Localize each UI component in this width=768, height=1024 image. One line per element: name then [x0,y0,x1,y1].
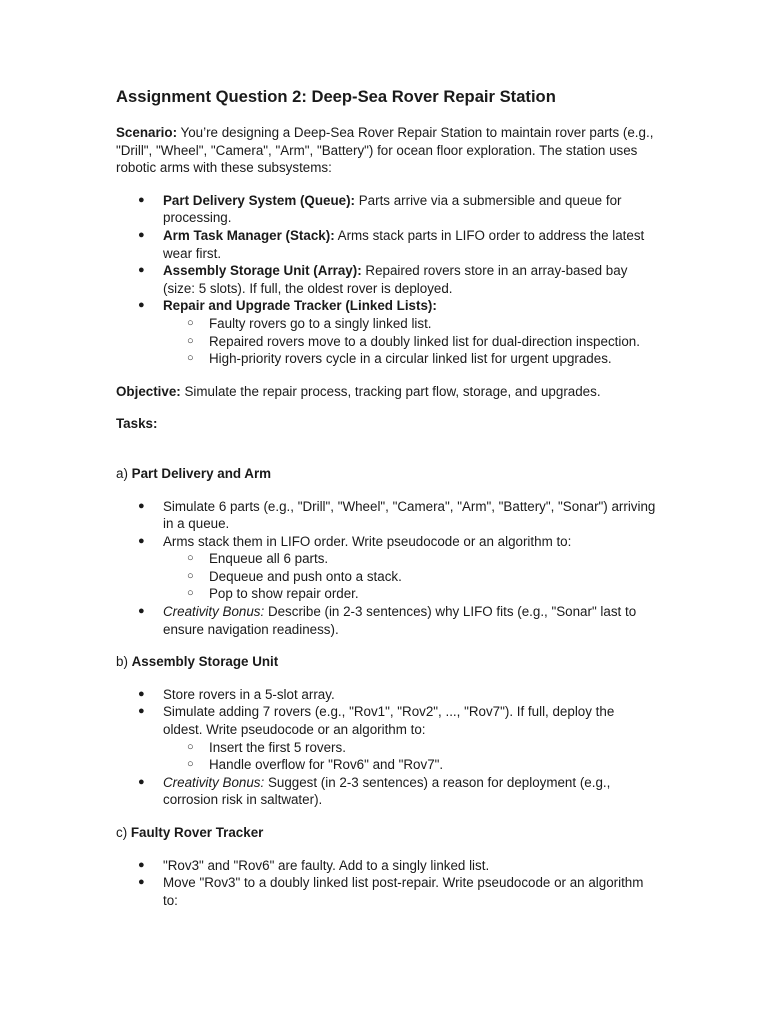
list-item: ● Store rovers in a 5-slot array. [138,686,335,702]
objective-paragraph [116,383,656,401]
tasks-heading: Tasks: [116,416,158,432]
bullet-icon: ● [138,858,145,871]
bullet-icon: ● [138,876,145,889]
objective-label: Objective: [116,383,181,399]
section-a-sublist [187,550,656,603]
list-subitem: ○ Dequeue and push onto a stack. [187,568,402,584]
sub-bullet-icon: ○ [187,316,194,329]
section-b-heading: b) Assembly Storage Unit [116,654,279,670]
bonus-label: Creativity Bonus: [163,774,265,790]
section-b-sublist [187,739,656,774]
document-page [116,86,656,909]
section-b-list [138,686,656,809]
list-subitem: ○ Insert the first 5 rovers. [187,739,346,755]
list-item [138,227,656,262]
bullet-icon: ● [138,228,145,241]
item-label: Assembly Storage Unit (Array): [163,263,362,279]
bullet-icon: ● [138,299,145,312]
objective-text: Simulate the repair process, tracking part flow, storage, and upgrades. [180,383,601,399]
list-subitem: ○ Handle overflow for "Rov6" and "Rov7". [187,757,444,773]
list-item: ● Creativity Bonus: Suggest (in 2-3 sentences) a reason for deployment (e.g., corrosion risk in saltwater). [138,774,611,808]
bullet-icon: ● [138,193,145,206]
list-item: ● "Rov3" and "Rov6" are faulty. Add to a singly linked list. [138,857,490,873]
sub-bullet-icon: ○ [187,758,194,771]
section-a-list [138,498,656,639]
list-item: ● Arms stack them in LIFO order. Write pseudocode or an algorithm to: ○ Enqueue all 6 parts. ○ Dequeue and push onto a stack. ○ Pop to show repair order. [163,533,656,603]
sub-bullet-icon: ○ [187,569,194,582]
scenario-text: You’re designing a Deep-Sea Rover Repair Station to maintain rover parts (e.g., "Drill", "Wheel", "Camera", "Arm", "Battery") for ocean floor exploration. The station uses robotic arms with these subsystems: [116,125,654,176]
subsystem-list [138,192,656,368]
list-item [138,192,656,227]
bullet-icon: ● [138,605,145,618]
item-label: Arm Task Manager (Stack): [163,227,335,243]
list-subitem: ○ High-priority rovers cycle in a circular linked list for urgent upgrades. [187,351,612,367]
bullet-icon: ● [138,264,145,277]
bullet-icon: ● [138,687,145,700]
list-item: ● Simulate 6 parts (e.g., "Drill", "Wheel", "Camera", "Arm", "Battery", "Sonar") arriving in a queue. [138,498,656,532]
list-subitem: ○ Faulty rovers go to a singly linked list. [187,315,432,331]
bullet-icon: ● [138,499,145,512]
sub-bullet-icon: ○ [187,552,194,565]
scenario-label: Scenario: [116,125,178,140]
page-title: Assignment Question 2: Deep-Sea Rover Repair Station [116,87,556,106]
item-label: Part Delivery System (Queue): [163,192,356,208]
bullet-icon: ● [138,705,145,718]
sub-bullet-icon: ○ [187,334,194,347]
section-c-list [138,857,656,910]
list-item [138,297,656,367]
list-item: ● Move "Rov3" to a doubly linked list post-repair. Write pseudocode or an algorithm to: [138,875,644,908]
section-a-heading: a) Part Delivery and Arm [116,465,272,481]
list-item: ● Simulate adding 7 rovers (e.g., "Rov1", "Rov2", ..., "Rov7"). If full, deploy the oldest. Write pseudocode or an algorithm to: ○ Insert the first 5 rovers. ○ Handle overflow for "Rov6" and "Rov7". [163,703,656,773]
list-subitem: ○ Enqueue all 6 parts. [187,551,329,567]
item-text: Repaired rovers store in an array-based bay (size: 5 slots). If full, the oldest rover is deployed. [163,263,628,296]
scenario-paragraph [116,124,656,177]
item-text: Arms stack parts in LIFO order to address the latest wear first. [163,227,645,261]
sub-bullet-icon: ○ [187,740,194,753]
bullet-icon: ● [138,534,145,547]
linked-list-sublist [187,315,656,368]
list-subitem: ○ Repaired rovers move to a doubly linked list for dual-direction inspection. [187,333,640,349]
list-item [138,262,656,297]
item-text: Parts arrive via a submersible and queue for processing. [163,192,622,226]
sub-bullet-icon: ○ [187,352,194,365]
list-subitem: ○ Pop to show repair order. [187,586,359,602]
section-c-heading: c) Faulty Rover Tracker [116,825,264,840]
list-item: ● Creativity Bonus: Describe (in 2-3 sentences) why LIFO fits (e.g., "Sonar" last to ensure navigation readiness). [138,604,637,637]
sub-bullet-icon: ○ [187,587,194,600]
bullet-icon: ● [138,775,145,788]
bonus-label: Creativity Bonus: [163,604,265,620]
item-label: Repair and Upgrade Tracker (Linked Lists): [163,298,437,314]
